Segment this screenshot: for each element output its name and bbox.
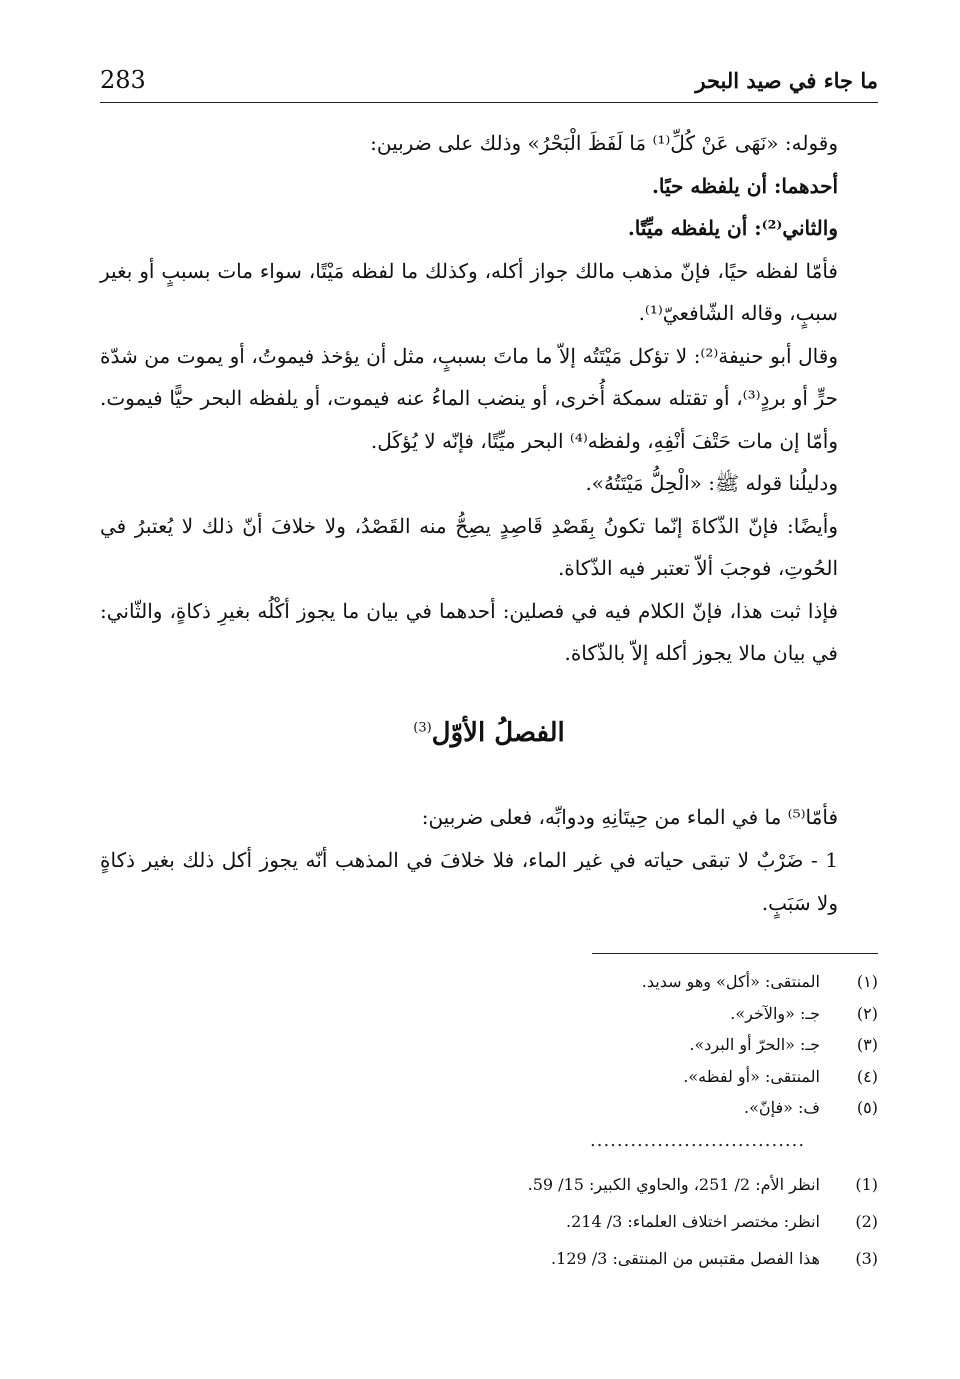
paragraph: وأيضًا: فإنّ الذّكاةَ إنّما تكونُ بِقَصْدِ قَاصِدٍ يصِحُّ منه القَصْدُ، ولا خلافَ أنّ ذلك لا يُعتبرُ في الحُوتِ، فوجبَ ألاّ تعتبر فيه الذّكاة. xyxy=(100,513,838,580)
footnote-number: (3) xyxy=(855,1249,878,1268)
footnote-number: (1) xyxy=(855,1175,878,1194)
page-header xyxy=(100,62,878,103)
source-footnotes xyxy=(178,1166,878,1277)
footnote xyxy=(178,1029,878,1061)
footnote-text: انظر: مختصر اختلاف العلماء: 3/ 214. xyxy=(566,1212,820,1231)
paragraph: والثاني⁽²⁾: أن يلفظه ميِّتًا. xyxy=(627,216,838,240)
paragraph: ودليلُنا قوله ﷺ: «الْحِلُّ مَيْتَتُهُ». xyxy=(585,471,838,495)
footnote xyxy=(178,1203,878,1240)
editor-footnotes xyxy=(178,966,878,1124)
paragraph: وقوله: «نَهَى عَنْ كُلِّ⁽¹⁾ مَا لَفَظَ الْبَحْرُ» وذلك على ضربين: xyxy=(370,131,838,155)
paragraph: وقال أبو حنيفة⁽²⁾: لا تؤكل مَيْتَتُه إلاّ ما ماتَ بسببٍ، مثل أن يؤخذ فيموتُ، أو يموت من شدّة حرٍّ أو بردٍ⁽³⁾، أو تقتله سمكة أُخرى، أو ينضب الماءُ عنه فيموت، أو يلفظه البحر حيًّا فيموت. وأمّا إن مات حَتْفَ أنْفِهِ، ولفظه⁽⁴⁾ البحر ميِّتًا، فإنّه لا يُؤكَل. xyxy=(100,343,838,453)
section-heading-text: الفصلُ الأوّل xyxy=(431,718,565,748)
footnote-text: جـ: «والآخر». xyxy=(730,1003,820,1023)
footnote-text: المنتقى: «أكل» وهو سديد. xyxy=(641,972,820,991)
paragraph: فأمّا⁽⁵⁾ ما في الماء من حِيتَانِهِ ودوابِّه، فعلى ضربين: xyxy=(421,805,838,829)
footnote-text: ف: «فإنّ». xyxy=(744,1098,820,1117)
dotted-separator: ................................ xyxy=(590,1130,806,1151)
paragraph: أحدهما: أن يلفظه حيًا. xyxy=(651,173,838,198)
section-text xyxy=(100,796,878,925)
footnote-separator xyxy=(592,953,878,954)
footnote xyxy=(178,1092,878,1124)
section-heading xyxy=(100,718,878,748)
footnote xyxy=(178,1240,878,1277)
running-title: ما جاء في صيد البحر xyxy=(695,68,878,93)
paragraph: 1 - ضَرْبٌ لا تبقى حياته في غير الماء، فلا خلافَ في المذهب أنّه يجوز أكل ذلك بغير ذكاةٍ ولا سَبَبٍ. xyxy=(100,848,838,915)
footnote-text: جـ: «الحرّ أو البرد». xyxy=(689,1035,820,1054)
footnote-number: (٤) xyxy=(856,1066,878,1086)
footnote-number: (٥) xyxy=(856,1098,878,1117)
paragraph: فإذا ثبت هذا، فإنّ الكلام فيه في فصلين: أحدهما في بيان ما يجوز أكْلُه بغيرِ ذكاةٍ، والثّاني: في بيان مالا يجوز أكله إلاّ بالذّكاة. xyxy=(100,598,838,665)
footnote-number: (٢) xyxy=(856,1003,878,1023)
footnote-number: (١) xyxy=(856,972,878,991)
footnote xyxy=(178,966,878,998)
footnote-text: المنتقى: «أو لفظه». xyxy=(683,1066,820,1086)
footnote xyxy=(178,998,878,1030)
footnote-text: انظر الأم: 2/ 251، والحاوي الكبير: 15/ 59. xyxy=(527,1175,820,1194)
footnote-number: (٣) xyxy=(856,1035,878,1054)
main-text xyxy=(100,122,878,675)
section-heading-note: (3) xyxy=(413,720,432,736)
footnote xyxy=(178,1061,878,1093)
paragraph: فأمّا لفظه حيًا، فإنّ مذهب مالك جواز أكله، وكذلك ما لفظه مَيْتًا، سواء مات بسببٍ أو بغير سببٍ، وقاله الشّافعيّ⁽¹⁾. xyxy=(100,258,838,325)
footnote-text: هذا الفصل مقتبس من المنتقى: 3/ 129. xyxy=(551,1249,820,1268)
footnote xyxy=(178,1166,878,1203)
footnote-number: (2) xyxy=(855,1212,878,1231)
page-number: 283 xyxy=(100,66,146,94)
